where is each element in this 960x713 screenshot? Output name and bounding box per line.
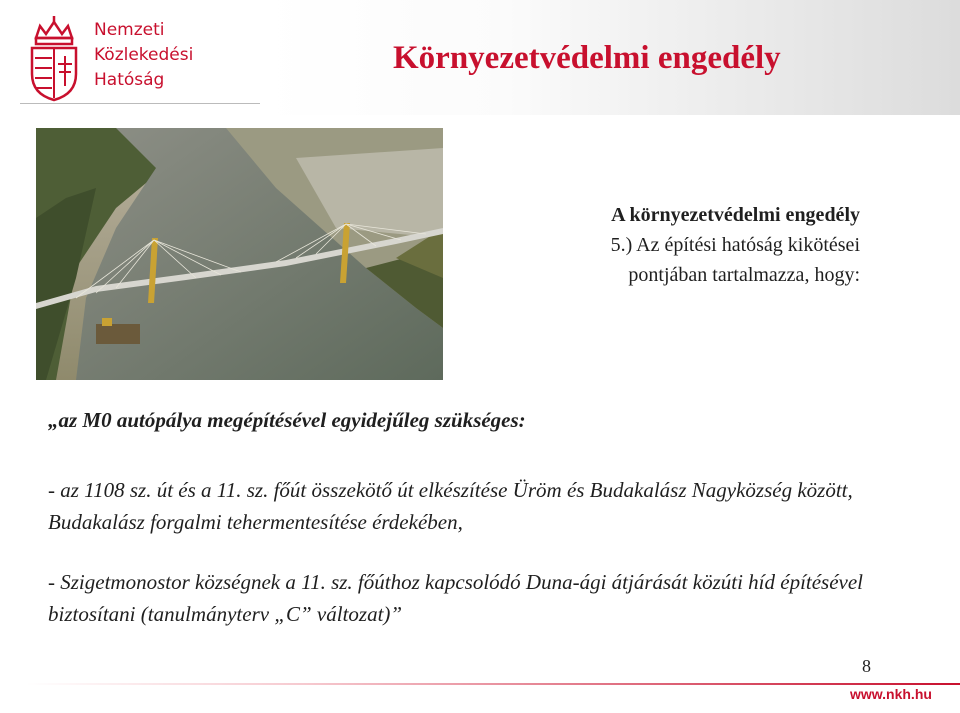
aerial-bridge-photo <box>36 128 443 380</box>
intro-line-1: A környezetvédelmi engedély <box>611 204 860 226</box>
footer-url[interactable]: www.nkh.hu <box>850 686 932 702</box>
logo-text <box>94 18 264 93</box>
approval-intro <box>480 200 860 290</box>
hungarian-coat-of-arms-icon <box>26 16 82 102</box>
requirement-item-1: - az 1108 sz. út és a 11. sz. főút összekötő út elkészítése Üröm és Budakalász Nagyközség között, Budakalász forgalmi tehermentesítése érdekében, <box>48 478 853 534</box>
intro-line-3: pontjában tartalmazza, hogy: <box>628 264 860 286</box>
logo-line-1: Nemzeti <box>94 20 165 40</box>
logo-line-3: Hatóság <box>94 70 165 90</box>
page-number: 8 <box>862 656 871 676</box>
requirement-lead: „az M0 autópálya megépítésével egyidejűleg szükséges: <box>48 408 526 432</box>
intro-line-2: 5.) Az építési hatóság kikötései <box>610 234 860 256</box>
logo <box>20 14 260 104</box>
logo-line-2: Közlekedési <box>94 45 194 65</box>
logo-divider <box>20 103 260 104</box>
requirement-item-2: - Szigetmonostor községnek a 11. sz. főúthoz kapcsolódó Duna-ági átjárását közúti híd építésével biztosítani (tanulmányterv „C” változat)” <box>48 570 864 626</box>
footer-divider <box>26 683 960 685</box>
slide-title: Környezetvédelmi engedély <box>393 40 781 76</box>
